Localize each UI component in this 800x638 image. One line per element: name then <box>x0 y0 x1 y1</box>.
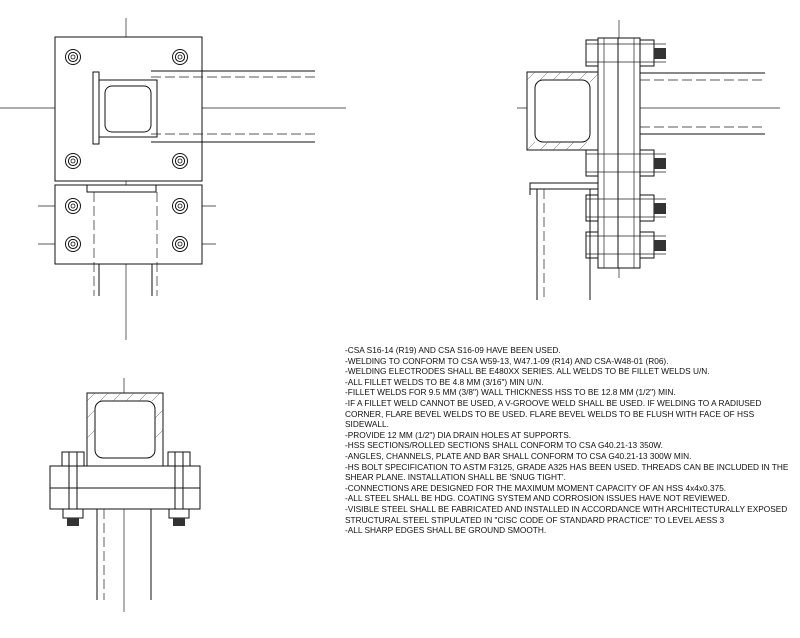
note-line: -CSA S16-14 (R19) AND CSA S16-09 HAVE BEEN USED. <box>345 345 561 355</box>
note-line: -VISIBLE STEEL SHALL BE FABRICATED AND INSTALLED IN ACCORDANCE WITH ARCHITECTURALLY EXPOSED STRUCTURAL STEEL STIPULATED IN "CISC CODE OF STANDARD PRACTICE" TO LEVEL AESS 3 <box>345 503 788 525</box>
note-line: -HS BOLT SPECIFICATION TO ASTM F3125, GRADE A325 HAS BEEN USED. THREADS CAN BE INCLUDED IN THE SHEAR PLANE. INSTALLATION SHALL BE 'SNUG TIGHT'. <box>345 461 789 483</box>
note-line: -ALL FILLET WELDS TO BE 4.8 MM (3/16") MIN U/N. <box>345 376 544 387</box>
note-line: -ANGLES, CHANNELS, PLATE AND BAR SHALL CONFORM TO CSA G40.21-13 300W MIN. <box>345 450 692 461</box>
note-line: -PROVIDE 12 MM (1/2") DIA DRAIN HOLES AT SUPPORTS. <box>345 429 572 440</box>
note-line: -ALL SHARP EDGES SHALL BE GROUND SMOOTH. <box>345 525 547 536</box>
note-line: -WELDING ELECTRODES SHALL BE E480XX SERIES. ALL WELDS TO BE FILLET WELDS U/N. <box>345 366 710 377</box>
note-line: -FILLET WELDS FOR 9.5 MM (3/8") WALL THICKNESS HSS TO BE 12.8 MM (1/2") MIN. <box>345 387 676 398</box>
side-elevation-detail <box>517 20 780 300</box>
section-view-detail <box>50 378 200 612</box>
plan-view-detail <box>0 18 346 340</box>
note-line: -IF A FILLET WELD CANNOT BE USED, A V-GROOVE WELD SHALL BE USED. IF WELDING TO A RADIUSED CORNER, FLARE BEVEL WELDS TO BE USED. FLARE BEVEL WELDS TO BE FLUSH WITH FACE OF HSS SIDEWALL. <box>345 397 762 430</box>
general-notes <box>345 345 797 536</box>
note-line: -WELDING TO CONFORM TO CSA W59-13, W47.1-09 (R14) AND CSA-W48-01 (R06). <box>345 355 669 366</box>
note-line: -CONNECTIONS ARE DESIGNED FOR THE MAXIMUM MOMENT CAPACITY OF AN HSS 4x4x0.375. <box>345 482 727 493</box>
note-line: -HSS SECTIONS/ROLLED SECTIONS SHALL CONFORM TO CSA G40.21-13 350W. <box>345 440 663 451</box>
note-line: -ALL STEEL SHALL BE HDG. COATING SYSTEM AND CORROSION ISSUES HAVE NOT REVIEWED. <box>345 493 730 504</box>
